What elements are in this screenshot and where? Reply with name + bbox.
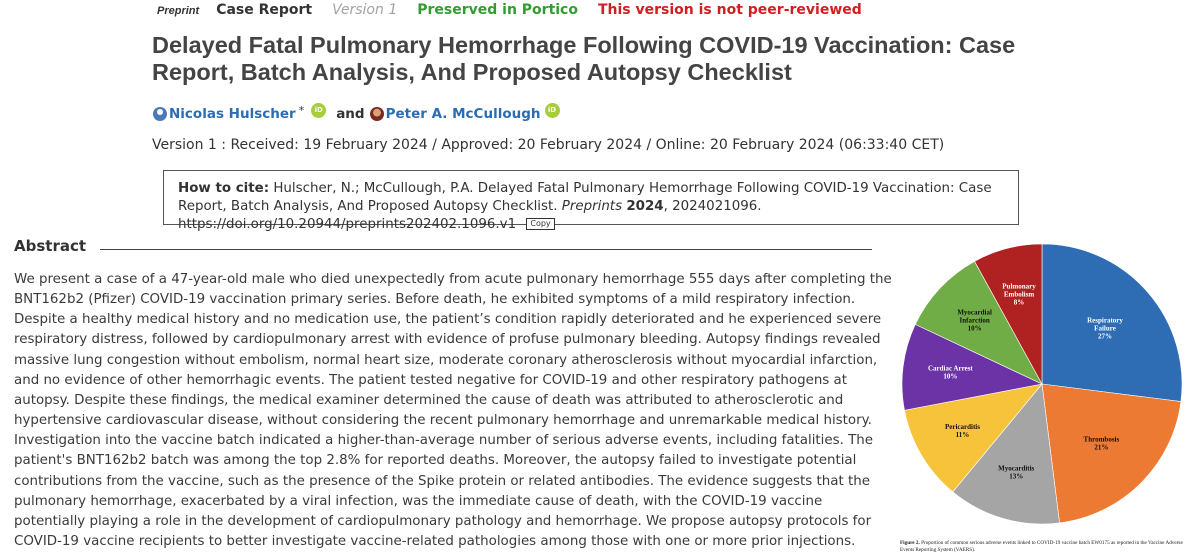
citation-journal: Preprints bbox=[561, 199, 623, 214]
abstract-divider bbox=[100, 249, 872, 250]
pie-category-label: Cardiac Arrest bbox=[927, 364, 973, 373]
pie-value-label: 21% bbox=[1094, 443, 1109, 452]
how-to-cite-box bbox=[163, 170, 1019, 232]
author-list bbox=[153, 103, 564, 122]
citation-text: Hulscher, N.; McCullough, P.A. Delayed Fatal Pulmonary Hemorrhage Following COVID-19 Vaccination: Case Report, Batch Analysis, And Proposed Autopsy Checklist. bbox=[178, 181, 992, 214]
figure-caption-label: Figure 2. bbox=[900, 540, 920, 546]
pie-category-label: Infarction bbox=[959, 316, 990, 325]
pie-value-label: 27% bbox=[1098, 332, 1113, 341]
author-name-1[interactable]: Nicolas Hulscher bbox=[169, 106, 296, 122]
peer-review-status: This version is not peer-reviewed bbox=[597, 2, 862, 18]
pie-category-label: Respiratory bbox=[1087, 316, 1123, 325]
pie-value-label: 11% bbox=[955, 431, 970, 440]
version-history: Version 1 : Received: 19 February 2024 / Approved: 20 February 2024 / Online: 20 February 2024 (06:33:40 CET) bbox=[152, 137, 945, 153]
pie-category-label: Myocarditis bbox=[998, 464, 1035, 473]
preprint-label: Preprint bbox=[157, 5, 200, 17]
pie-category-label: Pulmonary bbox=[1002, 282, 1036, 291]
pie-category-label: Pericarditis bbox=[944, 423, 980, 432]
pie-chart-svg bbox=[897, 232, 1187, 532]
pie-value-label: 8% bbox=[1013, 298, 1025, 307]
pie-category-label: Thrombosis bbox=[1083, 435, 1120, 444]
citation-doi[interactable]: , 2024021096. https://doi.org/10.20944/preprints202402.1096.v1 bbox=[178, 199, 762, 232]
article-title: Delayed Fatal Pulmonary Hemorrhage Following COVID-19 Vaccination: Case Report, Batch Analysis, And Proposed Autopsy Checklist bbox=[152, 32, 1016, 85]
orcid-icon[interactable]: iD bbox=[545, 103, 560, 118]
abstract-body: We present a case of a 47-year-old male who died unexpectedly from acute pulmonary hemorrhage 555 days after completing the BNT162b2 (Pfizer) COVID-19 vaccination primary series. Before death, he exhibited symptoms of a mild respiratory infection. Despite a healthy medical history and no medication use, the patient’s condition rapidly deteriorated and he experienced severe respiratory distress, followed by cardiopulmonary arrest with evidence of profuse pulmonary bleeding. Autopsy findings revealed massive lung congestion without embolism, normal heart size, moderate coronary atherosclerosis without myocardial infarction, and no evidence of other hemorrhagic events. The patient tested negative for COVID-19 and other respiratory pathogens at autopsy. Despite these findings, the medical examiner determined the cause of death was attributed to atherosclerotic and hypertensive cardiovascular disease, without considering the recent pulmonary hemorrhage and unremarkable medical history. Investigation into the vaccine batch indicated a higher-than-average number of serious adverse events, including fatalities. The patient's BNT162b2 batch was among the top 2.8% for reported deaths. Moreover, the autopsy failed to investigate potential contributions from the vaccine, such as the presence of the Spike protein or related antibodies. The evidence suggests that the pulmonary hemorrhage, exacerbated by a viral infection, was the immediate cause of death, with the COVID-19 vaccine potentially playing a role in the development of cardiopulmonary pathology and hemorrhage. We propose autopsy protocols for COVID-19 vaccine recipients to better investigate vaccine-related pathologies among those with one or more prior injections. bbox=[14, 272, 892, 550]
abstract-heading: Abstract bbox=[14, 237, 87, 255]
figure-caption bbox=[900, 540, 1190, 554]
pie-value-label: 10% bbox=[943, 372, 958, 381]
pie-slice-thrombosis bbox=[1042, 384, 1181, 523]
pie-category-label: Failure bbox=[1094, 324, 1116, 333]
user-icon bbox=[153, 107, 167, 121]
corresponding-author-marker: * bbox=[298, 103, 305, 117]
copy-citation-button[interactable]: Copy bbox=[526, 218, 554, 230]
citation-year: 2024 bbox=[626, 199, 664, 214]
author-name-2[interactable]: Peter A. McCullough bbox=[385, 106, 541, 122]
cite-label: How to cite: bbox=[178, 181, 270, 196]
version-label[interactable]: Version 1 bbox=[332, 2, 398, 18]
portico-status: Preserved in Portico bbox=[417, 2, 578, 18]
pie-value-label: 13% bbox=[1009, 472, 1024, 481]
orcid-icon[interactable]: iD bbox=[311, 103, 326, 118]
adverse-events-pie-chart bbox=[897, 232, 1187, 532]
abstract-header bbox=[14, 237, 872, 255]
author-separator: and bbox=[336, 106, 365, 122]
pie-category-label: Myocardial bbox=[957, 308, 992, 317]
author-photo bbox=[370, 107, 384, 121]
figure-caption-text: Proportion of common serious adverse events linked to COVID-19 vaccine batch EW0175 as reported in the Vaccine Adverse Events Reporting System (VAERS). bbox=[900, 540, 1183, 553]
pie-category-label: Embolism bbox=[1003, 290, 1035, 299]
article-status-bar bbox=[157, 2, 882, 18]
pie-value-label: 10% bbox=[967, 324, 982, 333]
article-type: Case Report bbox=[216, 2, 313, 18]
